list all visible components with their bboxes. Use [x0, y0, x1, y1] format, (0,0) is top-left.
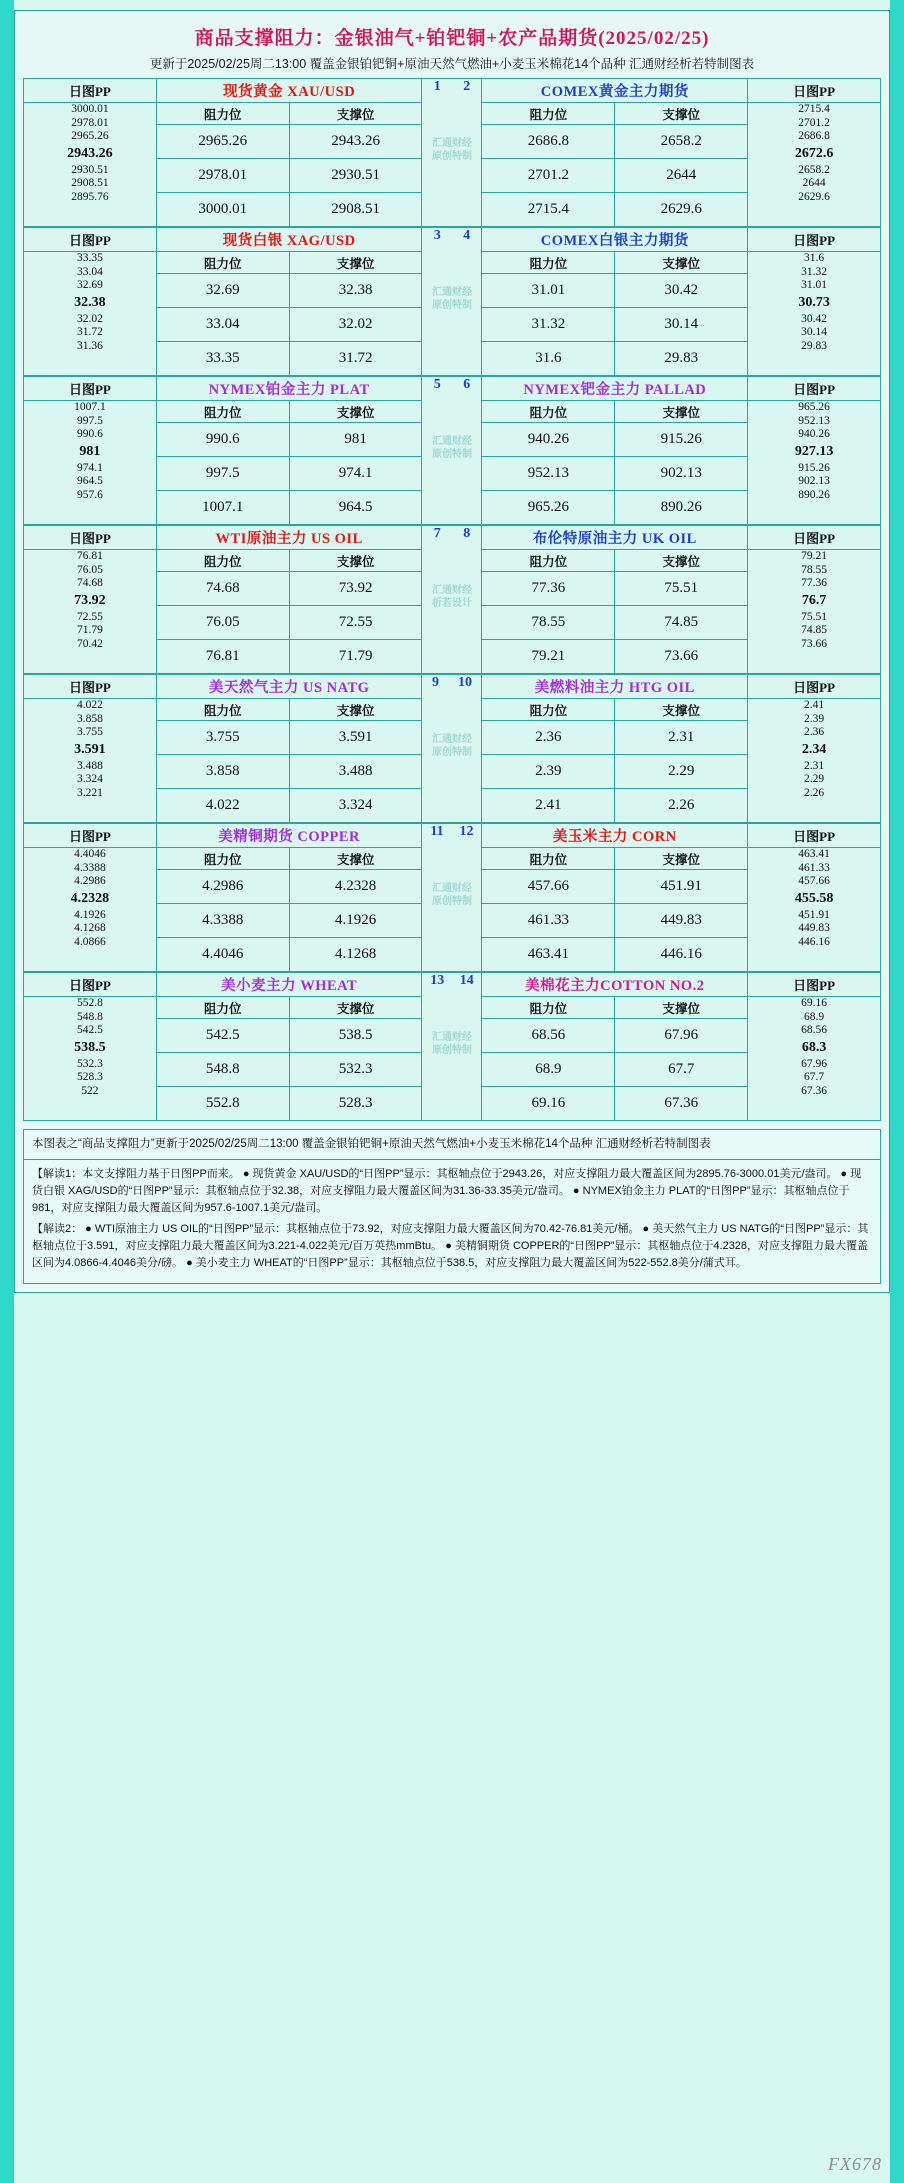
index-column	[422, 675, 482, 823]
instrument-index: 7	[433, 526, 441, 541]
pp-header-left: 日图PP	[24, 973, 157, 997]
pp-value: 2.29	[804, 773, 825, 785]
watermark-text: 汇通财经 原创特制	[431, 1032, 472, 1056]
pp-value: 68.3	[801, 1039, 827, 1055]
pp-value: 997.5	[76, 414, 103, 427]
instrument-pair-table	[23, 823, 881, 972]
resistance-value-right: 68.9	[482, 1053, 615, 1087]
pp-value: 4.1268	[74, 922, 106, 934]
pp-value: 2965.26	[71, 130, 109, 142]
index-column	[422, 377, 482, 525]
pp-value: 33.04	[76, 265, 103, 278]
pp-header-right: 日图PP	[748, 228, 881, 252]
pp-value: 68.56	[801, 1024, 827, 1036]
resistance-value-right: 940.26	[482, 423, 615, 457]
resistance-header-left: 阻力位	[156, 252, 289, 274]
pp-value: 4.1926	[74, 908, 106, 921]
pp-value: 2908.51	[71, 177, 109, 189]
resistance-header-left: 阻力位	[156, 401, 289, 423]
pp-value: 2701.2	[798, 116, 830, 129]
resistance-header-left: 阻力位	[156, 103, 289, 125]
instrument-pair-table	[23, 78, 881, 227]
resistance-value-left: 2978.01	[156, 159, 289, 193]
pp-value: 3000.01	[71, 103, 109, 115]
pp-value: 71.79	[76, 624, 103, 636]
watermark-text: 汇通财经 原创特制	[431, 138, 472, 162]
resistance-value-left: 32.69	[156, 274, 289, 308]
footer-note: 本图表之“商品支撑阻力”更新于2025/02/25周二13:00 覆盖金银铂钯铜+原油天然气燃油+小麦玉米棉花14个品种 汇通财经析若特制图表	[23, 1129, 881, 1160]
pp-value: 31.72	[76, 326, 103, 338]
pp-value: 3.324	[76, 773, 103, 785]
resistance-header-left: 阻力位	[156, 997, 289, 1019]
pp-value: 2.36	[804, 726, 825, 738]
pp-value: 2.41	[804, 699, 825, 711]
pp-value: 965.26	[798, 401, 830, 413]
support-value-right: 902.13	[615, 457, 748, 491]
resistance-value-right: 31.6	[482, 342, 615, 376]
resistance-value-left: 990.6	[156, 423, 289, 457]
resistance-value-right: 31.01	[482, 274, 615, 308]
support-header-right: 支撑位	[615, 997, 748, 1019]
pp-value: 68.9	[804, 1010, 825, 1023]
pp-value: 3.221	[76, 786, 103, 799]
instrument-name-right[interactable]: 美棉花主力COTTON NO.2	[482, 973, 748, 997]
support-header-left: 支撑位	[289, 401, 422, 423]
resistance-value-left: 76.05	[156, 606, 289, 640]
resistance-value-right: 2686.8	[482, 125, 615, 159]
pp-value: 69.16	[801, 997, 827, 1009]
index-column	[422, 79, 482, 227]
pp-value: 2943.26	[67, 145, 113, 161]
pp-values-column	[748, 848, 881, 972]
pp-value: 77.36	[801, 577, 827, 589]
pp-values-column	[24, 997, 157, 1121]
pp-value: 4.2328	[70, 890, 110, 906]
watermark-signature: FX678	[828, 2154, 882, 2174]
support-header-left: 支撑位	[289, 103, 422, 125]
support-value-left: 4.1926	[289, 904, 422, 938]
instrument-index: 8	[463, 526, 471, 541]
support-value-left: 2930.51	[289, 159, 422, 193]
instrument-pair-table	[23, 227, 881, 376]
pp-value: 73.92	[74, 592, 106, 608]
pp-value: 76.05	[76, 563, 103, 576]
support-header-right: 支撑位	[615, 550, 748, 572]
support-value-right: 30.14	[615, 308, 748, 342]
pp-value: 2.34	[801, 741, 827, 757]
pp-value: 538.5	[74, 1039, 106, 1055]
note-1: 【解读1：本文支撑阻力基于日图PP而来。 ● 现货黄金 XAU/USD的“日图PP”显示：其枢轴点位于2943.26，对应支撑阻力最大覆盖区间为2895.76-3000.01美元/盎司。 ● 现货白银 XAG/USD的“日图PP”显示：其枢轴点位于32.38，对应支撑阻力最大覆盖区间为31.36-33.35美元/盎司。 ● NYMEX铂金主力 PLAT的“日图PP”显示：其枢轴点位于981，对应支撑阻力最大覆盖区间为957.6-1007.1美元/盎司。	[32, 1168, 862, 1215]
support-header-right: 支撑位	[615, 848, 748, 870]
resistance-value-right: 2715.4	[482, 193, 615, 227]
pp-value: 67.36	[801, 1084, 827, 1097]
support-value-right: 75.51	[615, 572, 748, 606]
instrument-name-left[interactable]: 美小麦主力 WHEAT	[156, 973, 422, 997]
pp-value: 32.69	[76, 279, 103, 291]
pp-value: 528.3	[76, 1071, 103, 1083]
footer-notes	[23, 1160, 881, 1283]
resistance-value-right: 2701.2	[482, 159, 615, 193]
support-header-left: 支撑位	[289, 252, 422, 274]
pp-value: 73.66	[801, 637, 827, 650]
pp-value: 2629.6	[798, 190, 830, 203]
support-value-right: 67.7	[615, 1053, 748, 1087]
support-value-left: 4.1268	[289, 938, 422, 972]
support-value-right: 446.16	[615, 938, 748, 972]
pp-value: 74.85	[801, 624, 827, 636]
support-value-right: 2644	[615, 159, 748, 193]
support-header-left: 支撑位	[289, 848, 422, 870]
support-value-left: 4.2328	[289, 870, 422, 904]
pp-values-column	[748, 103, 881, 227]
resistance-value-right: 457.66	[482, 870, 615, 904]
pp-value: 3.755	[76, 726, 103, 738]
pp-value: 2.31	[804, 759, 825, 772]
instrument-pair-table	[23, 376, 881, 525]
support-value-left: 538.5	[289, 1019, 422, 1053]
support-header-right: 支撑位	[615, 252, 748, 274]
instrument-name-left[interactable]: WTI原油主力 US OIL	[156, 526, 422, 550]
support-value-right: 67.96	[615, 1019, 748, 1053]
pp-value: 30.73	[798, 294, 830, 310]
resistance-value-left: 3.755	[156, 721, 289, 755]
support-value-left: 528.3	[289, 1087, 422, 1121]
pp-header-left: 日图PP	[24, 824, 157, 848]
pp-value: 31.01	[801, 279, 827, 291]
resistance-value-left: 542.5	[156, 1019, 289, 1053]
pp-value: 29.83	[801, 339, 827, 352]
pp-value: 915.26	[798, 461, 830, 474]
page-subtitle: 更新于2025/02/25周二13:00 覆盖金银铂钯铜+原油天然气燃油+小麦玉米棉花14个品种 汇通财经析若特制图表	[149, 57, 755, 71]
pp-header-right: 日图PP	[748, 973, 881, 997]
pp-value: 2895.76	[71, 190, 109, 203]
instrument-index: 10	[457, 675, 472, 690]
pp-header-right: 日图PP	[748, 526, 881, 550]
resistance-value-right: 68.56	[482, 1019, 615, 1053]
support-value-right: 449.83	[615, 904, 748, 938]
resistance-value-right: 69.16	[482, 1087, 615, 1121]
instrument-name-right[interactable]: 美燃料油主力 HTG OIL	[482, 675, 748, 699]
resistance-value-right: 77.36	[482, 572, 615, 606]
pp-value: 927.13	[794, 443, 834, 459]
pp-value: 4.2986	[74, 875, 106, 887]
instrument-pair-table	[23, 674, 881, 823]
instrument-pair-table	[23, 972, 881, 1121]
support-header-right: 支撑位	[615, 103, 748, 125]
instrument-index: 14	[459, 973, 474, 988]
support-value-left: 72.55	[289, 606, 422, 640]
pp-value: 4.022	[76, 699, 103, 711]
resistance-value-right: 461.33	[482, 904, 615, 938]
instrument-name-left[interactable]: 美精铜期货 COPPER	[156, 824, 422, 848]
pp-value: 4.0866	[74, 935, 106, 948]
pp-value: 3.858	[76, 712, 103, 725]
pp-header-left: 日图PP	[24, 79, 157, 103]
support-value-left: 2908.51	[289, 193, 422, 227]
support-value-left: 964.5	[289, 491, 422, 525]
pp-value: 1007.1	[74, 401, 106, 413]
pp-value: 981	[79, 443, 101, 459]
blocks-container	[23, 78, 881, 1121]
instrument-index: 5	[433, 377, 441, 392]
support-value-right: 2.29	[615, 755, 748, 789]
support-value-left: 3.324	[289, 789, 422, 823]
pp-value: 72.55	[76, 610, 103, 623]
resistance-header-right: 阻力位	[482, 401, 615, 423]
instrument-pair-table	[23, 525, 881, 674]
resistance-value-left: 3.858	[156, 755, 289, 789]
resistance-value-left: 4.3388	[156, 904, 289, 938]
resistance-value-left: 2965.26	[156, 125, 289, 159]
pp-value: 461.33	[798, 861, 830, 874]
pp-value: 2.39	[804, 712, 825, 725]
note-2: 【解读2： ● WTI原油主力 US OIL的“日图PP”显示：其枢轴点位于73.92，对应支撑阻力最大覆盖区间为70.42-76.81美元/桶。 ● 美天然气主力 US NATG的“日图PP”显示：其枢轴点位于3.591，对应支撑阻力最大覆盖区间为3.221-4.022美元/百万英热mmBtu。 ● 美精铜期货 COPPER的“日图PP”显示：其枢轴点位于4.2328，对应支撑阻力最大覆盖区间为4.0866-4.4046美分/磅。 ● 美小麦主力 WHEAT的“日图PP”显示：其枢轴点位于538.5，对应支撑阻力最大覆盖区间为522-552.8美分/蒲式耳。	[32, 1223, 869, 1270]
resistance-header-left: 阻力位	[156, 848, 289, 870]
pp-value: 30.14	[801, 326, 827, 338]
instrument-index: 1	[433, 79, 441, 94]
watermark-text: 汇通财经 析若设计	[431, 585, 472, 609]
instrument-name-right[interactable]: 布伦特原油主力 UK OIL	[482, 526, 748, 550]
support-value-right: 2.31	[615, 721, 748, 755]
pp-value: 449.83	[798, 922, 830, 934]
instrument-name-left[interactable]: 现货白银 XAG/USD	[156, 228, 422, 252]
instrument-index: 12	[459, 824, 474, 839]
index-column	[422, 526, 482, 674]
support-value-right: 890.26	[615, 491, 748, 525]
support-value-right: 74.85	[615, 606, 748, 640]
pp-value: 3.591	[74, 741, 106, 757]
pp-header-right: 日图PP	[748, 79, 881, 103]
pp-value: 532.3	[76, 1057, 103, 1070]
support-value-right: 915.26	[615, 423, 748, 457]
resistance-value-right: 952.13	[482, 457, 615, 491]
pp-value: 552.8	[76, 997, 103, 1009]
pp-value: 79.21	[801, 550, 827, 562]
pp-value: 952.13	[798, 414, 830, 427]
resistance-value-left: 997.5	[156, 457, 289, 491]
support-value-right: 2658.2	[615, 125, 748, 159]
pp-values-column	[24, 401, 157, 525]
resistance-value-right: 79.21	[482, 640, 615, 674]
pp-values-column	[24, 103, 157, 227]
index-column	[422, 973, 482, 1121]
pp-value: 3.488	[76, 759, 103, 772]
instrument-index: 3	[433, 228, 441, 243]
pp-value: 4.3388	[74, 861, 106, 874]
resistance-value-left: 552.8	[156, 1087, 289, 1121]
support-value-right: 451.91	[615, 870, 748, 904]
support-value-right: 2.26	[615, 789, 748, 823]
instrument-name-left[interactable]: 现货黄金 XAU/USD	[156, 79, 422, 103]
watermark-text: 汇通财经 原创特制	[431, 734, 472, 758]
resistance-value-left: 74.68	[156, 572, 289, 606]
resistance-value-left: 4.2986	[156, 870, 289, 904]
index-column	[422, 824, 482, 972]
pp-value: 67.7	[804, 1071, 825, 1083]
support-value-right: 2629.6	[615, 193, 748, 227]
pp-value: 890.26	[798, 488, 830, 501]
pp-value: 2715.4	[798, 103, 830, 115]
instrument-index: 9	[431, 675, 439, 690]
watermark-text: 汇通财经 原创特制	[431, 287, 472, 311]
instrument-index: 13	[430, 973, 445, 988]
support-value-left: 73.92	[289, 572, 422, 606]
resistance-header-right: 阻力位	[482, 550, 615, 572]
pp-value: 957.6	[76, 488, 103, 501]
pp-header-right: 日图PP	[748, 824, 881, 848]
pp-values-column	[748, 550, 881, 674]
pp-value: 30.42	[801, 312, 827, 325]
instrument-index: 4	[463, 228, 471, 243]
resistance-header-left: 阻力位	[156, 550, 289, 572]
pp-value: 2658.2	[798, 163, 830, 176]
support-value-left: 32.02	[289, 308, 422, 342]
pp-header-left: 日图PP	[24, 228, 157, 252]
instrument-index: 2	[463, 79, 471, 94]
support-header-left: 支撑位	[289, 997, 422, 1019]
pp-values-column	[748, 699, 881, 823]
pp-value: 2644	[802, 177, 826, 189]
pp-value: 902.13	[798, 475, 830, 487]
pp-header-right: 日图PP	[748, 377, 881, 401]
instrument-name-right[interactable]: NYMEX钯金主力 PALLAD	[482, 377, 748, 401]
pp-value: 74.68	[76, 577, 103, 589]
index-column	[422, 228, 482, 376]
pp-values-column	[748, 997, 881, 1121]
pp-value: 31.32	[801, 265, 827, 278]
support-value-right: 73.66	[615, 640, 748, 674]
pp-values-column	[24, 252, 157, 376]
pp-header-right: 日图PP	[748, 675, 881, 699]
pp-value: 31.6	[804, 252, 825, 264]
resistance-value-right: 463.41	[482, 938, 615, 972]
support-header-left: 支撑位	[289, 550, 422, 572]
pp-values-column	[24, 550, 157, 674]
support-value-left: 532.3	[289, 1053, 422, 1087]
resistance-value-right: 78.55	[482, 606, 615, 640]
pp-value: 990.6	[76, 428, 103, 440]
pp-value: 2930.51	[71, 163, 109, 176]
pp-value: 446.16	[798, 935, 830, 948]
instrument-name-left[interactable]: NYMEX铂金主力 PLAT	[156, 377, 422, 401]
support-header-left: 支撑位	[289, 699, 422, 721]
pp-value: 2686.8	[798, 130, 830, 142]
resistance-value-right: 2.41	[482, 789, 615, 823]
support-value-left: 71.79	[289, 640, 422, 674]
pp-value: 940.26	[798, 428, 830, 440]
pp-values-column	[748, 252, 881, 376]
resistance-value-left: 3000.01	[156, 193, 289, 227]
resistance-header-right: 阻力位	[482, 997, 615, 1019]
instrument-index: 6	[463, 377, 471, 392]
watermark-text: 汇通财经 原创特制	[431, 436, 472, 460]
instrument-name-right[interactable]: COMEX白银主力期货	[482, 228, 748, 252]
pp-value: 2.26	[804, 786, 825, 799]
resistance-value-left: 33.35	[156, 342, 289, 376]
resistance-value-right: 965.26	[482, 491, 615, 525]
pp-value: 522	[81, 1084, 99, 1097]
support-value-left: 981	[289, 423, 422, 457]
pp-value: 33.35	[76, 252, 103, 264]
pp-value: 974.1	[76, 461, 103, 474]
pp-values-column	[24, 848, 157, 972]
pp-value: 2978.01	[71, 116, 109, 129]
instrument-index: 11	[430, 824, 444, 839]
pp-header-left: 日图PP	[24, 526, 157, 550]
pp-value: 75.51	[801, 610, 827, 623]
resistance-header-right: 阻力位	[482, 699, 615, 721]
pp-value: 76.7	[801, 592, 827, 608]
pp-values-column	[24, 699, 157, 823]
resistance-value-left: 4.4046	[156, 938, 289, 972]
resistance-header-left: 阻力位	[156, 699, 289, 721]
instrument-name-left[interactable]: 美天然气主力 US NATG	[156, 675, 422, 699]
watermark-text: 汇通财经 原创特制	[431, 883, 472, 907]
support-value-right: 30.42	[615, 274, 748, 308]
pp-value: 455.58	[794, 890, 834, 906]
support-value-right: 67.36	[615, 1087, 748, 1121]
pp-value: 76.81	[76, 550, 103, 562]
pp-value: 78.55	[801, 563, 827, 576]
pp-header-left: 日图PP	[24, 675, 157, 699]
pp-value: 4.4046	[74, 848, 106, 860]
support-header-right: 支撑位	[615, 699, 748, 721]
pp-value: 542.5	[76, 1024, 103, 1036]
instrument-name-right[interactable]: 美玉米主力 CORN	[482, 824, 748, 848]
resistance-value-right: 31.32	[482, 308, 615, 342]
pp-value: 548.8	[76, 1010, 103, 1023]
resistance-value-left: 33.04	[156, 308, 289, 342]
resistance-value-left: 76.81	[156, 640, 289, 674]
pp-value: 31.36	[76, 339, 103, 352]
page-title: 商品支撑阻力：金银油气+铂钯铜+农产品期货(2025/02/25)	[194, 28, 710, 49]
support-value-left: 974.1	[289, 457, 422, 491]
support-value-left: 2943.26	[289, 125, 422, 159]
resistance-header-right: 阻力位	[482, 848, 615, 870]
pp-value: 32.02	[76, 312, 103, 325]
resistance-value-left: 4.022	[156, 789, 289, 823]
resistance-value-right: 2.39	[482, 755, 615, 789]
pp-value: 67.96	[801, 1057, 827, 1070]
support-value-left: 31.72	[289, 342, 422, 376]
resistance-value-left: 548.8	[156, 1053, 289, 1087]
support-header-right: 支撑位	[615, 401, 748, 423]
pp-value: 457.66	[798, 875, 830, 887]
support-value-left: 32.38	[289, 274, 422, 308]
resistance-value-left: 1007.1	[156, 491, 289, 525]
support-value-left: 3.591	[289, 721, 422, 755]
pp-value: 70.42	[76, 637, 103, 650]
pp-value: 2672.6	[794, 145, 834, 161]
pp-header-left: 日图PP	[24, 377, 157, 401]
support-value-left: 3.488	[289, 755, 422, 789]
pp-value: 964.5	[76, 475, 103, 487]
resistance-header-right: 阻力位	[482, 103, 615, 125]
pp-value: 451.91	[798, 908, 830, 921]
pp-value: 463.41	[798, 848, 830, 860]
report-sheet	[14, 10, 890, 1293]
pp-values-column	[748, 401, 881, 525]
resistance-value-right: 2.36	[482, 721, 615, 755]
support-value-right: 29.83	[615, 342, 748, 376]
resistance-header-right: 阻力位	[482, 252, 615, 274]
instrument-name-right[interactable]: COMEX黄金主力期货	[482, 79, 748, 103]
pp-value: 32.38	[74, 294, 106, 310]
